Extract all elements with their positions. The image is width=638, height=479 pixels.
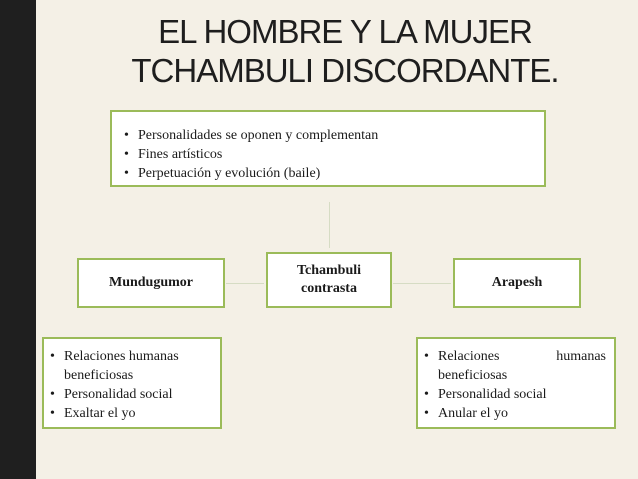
list-item: • Anular el yo bbox=[424, 404, 606, 423]
characteristics-box bbox=[110, 110, 546, 187]
node-label: Tchambuli contrasta bbox=[296, 263, 362, 296]
list-item: • Fines artísticos bbox=[124, 145, 544, 164]
list-item: • Relaciones humanas beneficiosas bbox=[424, 347, 606, 385]
node-arapesh bbox=[453, 258, 581, 308]
title-line-2: TCHAMBULI DISCORDANTE. bbox=[131, 52, 559, 89]
list-item: • Perpetuación y evolución (baile) bbox=[124, 164, 544, 183]
mundugumor-traits-list bbox=[50, 347, 212, 423]
list-item: • Relaciones humanas beneficiosas bbox=[50, 347, 212, 385]
characteristics-list bbox=[124, 126, 544, 183]
slide-title bbox=[90, 12, 600, 90]
arapesh-traits-list bbox=[424, 347, 606, 423]
list-item: • Personalidad social bbox=[50, 385, 212, 404]
list-item: • Personalidades se oponen y complementan bbox=[124, 126, 544, 145]
node-mundugumor bbox=[77, 258, 225, 308]
connector-right bbox=[393, 283, 451, 284]
title-line-1: EL HOMBRE Y LA MUJER bbox=[158, 13, 532, 50]
node-label: Mundugumor bbox=[108, 275, 194, 290]
list-item: • Personalidad social bbox=[424, 385, 606, 404]
node-label: Arapesh bbox=[491, 275, 543, 290]
connector-vertical bbox=[329, 202, 330, 248]
left-accent-bar bbox=[0, 0, 36, 479]
list-item: • Exaltar el yo bbox=[50, 404, 212, 423]
connector-left bbox=[226, 283, 264, 284]
arapesh-traits-box bbox=[416, 337, 616, 429]
mundugumor-traits-box bbox=[42, 337, 222, 429]
node-tchambuli bbox=[266, 252, 392, 308]
